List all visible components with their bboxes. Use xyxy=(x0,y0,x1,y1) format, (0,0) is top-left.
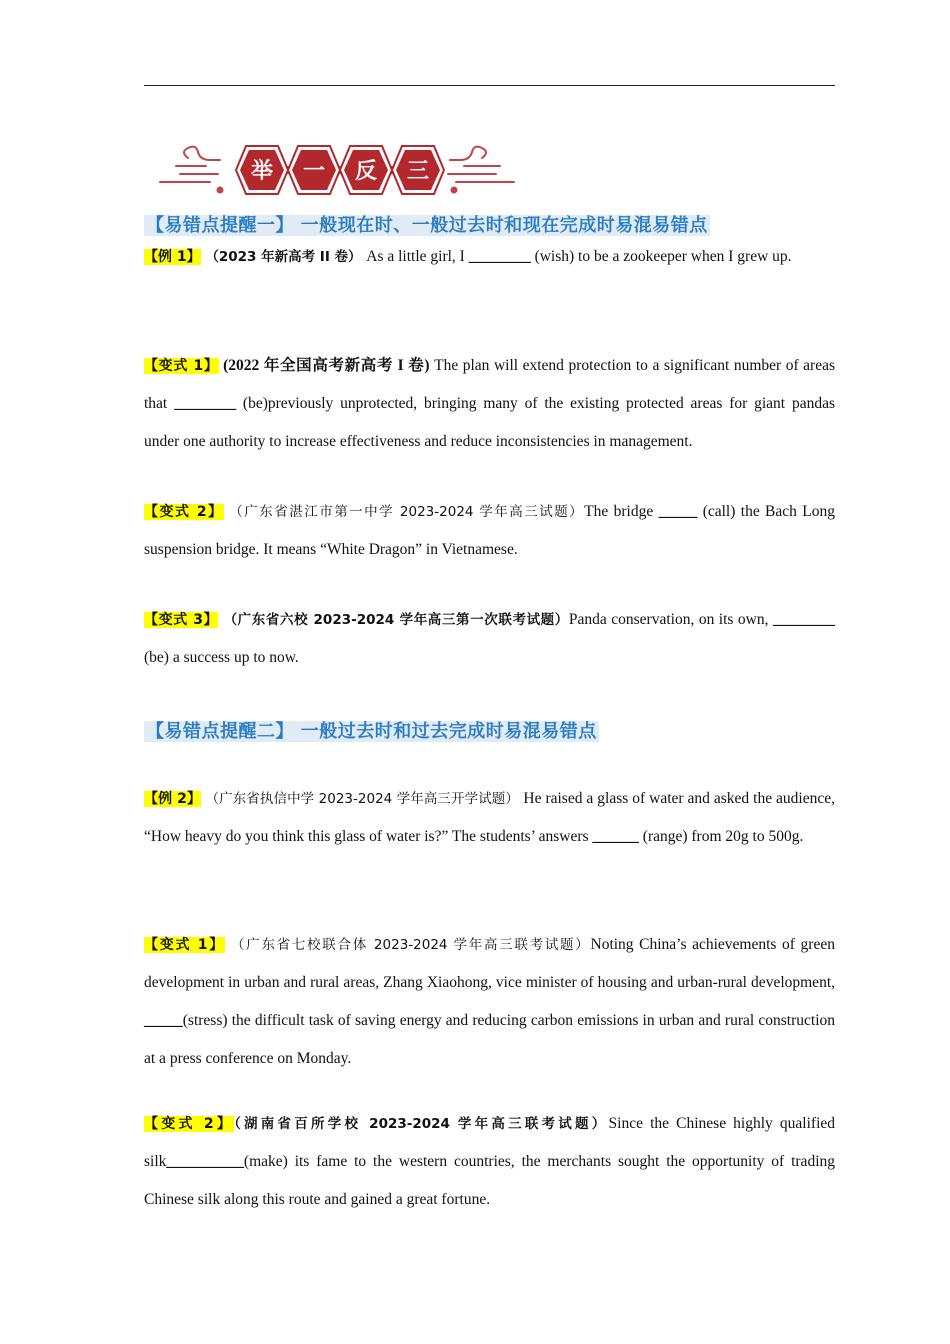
question-text-after: (range) from 20g to 500g. xyxy=(638,828,804,845)
question-variant-1 xyxy=(144,347,835,461)
question-text-before: As a little girl, I xyxy=(366,248,469,265)
question-tag: 【变式 2】 xyxy=(144,1116,235,1132)
question-text-before: Panda conservation, on its own, xyxy=(568,611,773,628)
question-text-after: (be)previously unprotected, bringing many of the existing protected areas for giant pandas under one authority to increase effectiveness and reduce inconsistencies in management. xyxy=(144,395,835,450)
question-text-before: Noting China’s achievements of green development in urban and rural areas, Zhang Xiaohong, vice minister of housing and urban-rural development, xyxy=(144,936,835,991)
question-tag: 【例 2】 xyxy=(144,791,202,807)
answer-blank[interactable]: ________ xyxy=(773,611,835,628)
section-title-2 xyxy=(144,717,599,743)
question-text-after: (be) a success up to now. xyxy=(144,649,299,666)
dot-right xyxy=(451,187,458,194)
question-source: （湖南省百所学校 2023-2024 学年高三联考试题） xyxy=(234,1116,609,1132)
question-source: （广东省执信中学 2023-2024 学年高三开学试题） xyxy=(201,791,524,807)
question-variant-2-2 xyxy=(144,1105,835,1219)
question-example-1 xyxy=(144,238,835,276)
question-text-before: The bridge xyxy=(584,503,659,520)
question-variant-2 xyxy=(144,493,835,569)
banner-char-2: 一 xyxy=(302,159,326,184)
header-rule xyxy=(144,85,835,86)
banner-char-4: 三 xyxy=(406,159,430,184)
question-text-after: (stress) the difficult task of saving energy and reducing carbon emissions in urban and rural construction at a press conference on Monday. xyxy=(144,1012,835,1067)
question-source: （广东省湛江市第一中学 2023-2024 学年高三试题） xyxy=(223,504,585,520)
question-example-2 xyxy=(144,780,835,856)
answer-blank[interactable]: ______ xyxy=(592,828,639,845)
question-text-before: He raised a glass of water and asked the audience, “How heavy do you think this glass of water is?” The students’ answers xyxy=(144,790,836,845)
answer-blank[interactable]: __________ xyxy=(166,1153,244,1170)
question-tag: 【变式 2】 xyxy=(144,504,224,520)
question-text-after: (call) the Bach Long suspension bridge. It means “White Dragon” in Vietnamese. xyxy=(144,503,835,558)
question-text-before: Since the Chinese highly qualified silk xyxy=(144,1115,836,1170)
section-title-1 xyxy=(144,211,710,237)
question-tag: 【变式 3】 xyxy=(144,612,219,628)
question-source: （广东省六校 2023-2024 学年高三第一次联考试题） xyxy=(218,612,569,628)
section-title-1-text: 【易错点提醒一】 一般现在时、一般过去时和现在完成时易混易错点 xyxy=(146,215,708,236)
dot-left xyxy=(217,187,224,194)
question-tag: 【例 1】 xyxy=(144,249,201,265)
banner-juyifansan xyxy=(158,140,518,200)
question-text-after: (wish) to be a zookeeper when I grew up. xyxy=(530,248,792,265)
answer-blank[interactable]: _____ xyxy=(658,503,698,520)
question-source: （广东省七校联合体 2023-2024 学年高三联考试题） xyxy=(224,937,591,953)
banner-char-1: 举 xyxy=(250,159,274,184)
answer-blank[interactable]: ________ xyxy=(468,248,531,265)
section-title-2-text: 【易错点提醒二】 一般过去时和过去完成时易混易错点 xyxy=(146,721,597,742)
question-variant-3 xyxy=(144,601,835,677)
question-text-before: The plan will extend protection to a significant number of areas that xyxy=(144,357,835,412)
question-source: （2023 年新高考 II 卷） xyxy=(200,249,367,265)
question-variant-2-1 xyxy=(144,926,835,1078)
question-source: (2022 年全国高考新高考 I 卷) xyxy=(218,357,435,374)
question-tag: 【变式 1】 xyxy=(144,937,225,953)
banner-char-3: 反 xyxy=(354,159,378,184)
answer-blank[interactable]: _____ xyxy=(144,1012,183,1029)
answer-blank[interactable]: ________ xyxy=(174,395,237,412)
question-text-after: (make) its fame to the western countries, the merchants sought the opportunity of trading Chinese silk along this route and gained a great fortune. xyxy=(144,1153,835,1208)
question-tag: 【变式 1】 xyxy=(144,358,219,374)
